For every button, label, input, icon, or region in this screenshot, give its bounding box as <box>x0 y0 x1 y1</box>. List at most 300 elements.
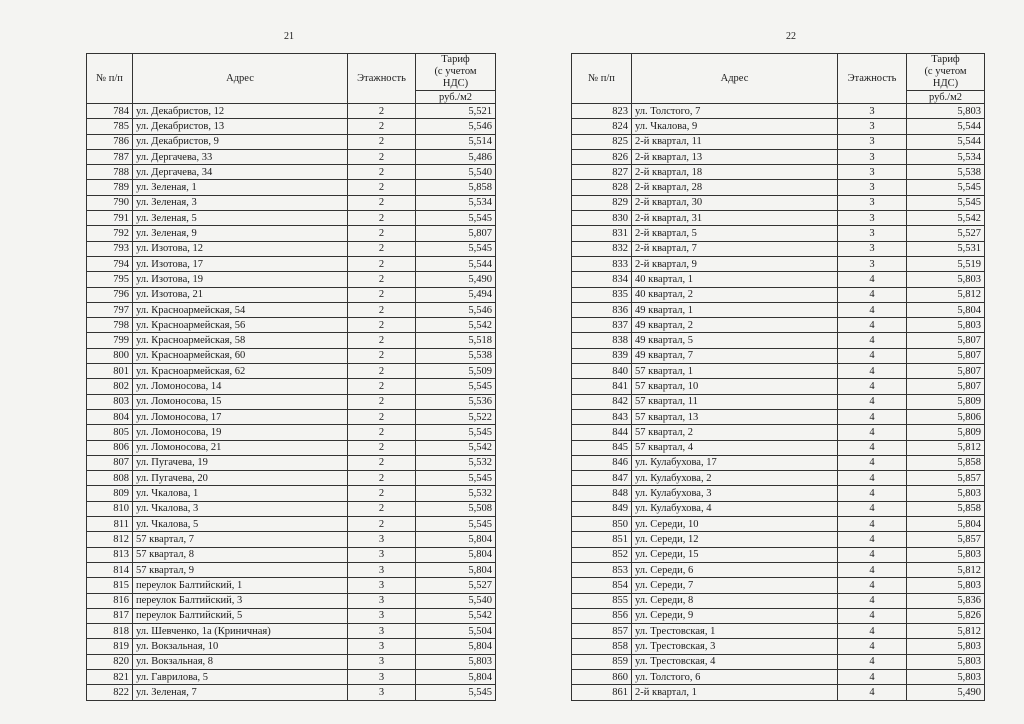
row-number-cell: 841 <box>572 379 632 394</box>
address-cell: ул. Декабристов, 12 <box>133 104 348 119</box>
address-cell: ул. Чкалова, 3 <box>133 501 348 516</box>
row-number-cell: 806 <box>87 440 133 455</box>
floors-cell: 4 <box>838 624 907 639</box>
table-row <box>572 165 985 180</box>
floors-cell: 2 <box>348 226 416 241</box>
tariff-cell: 5,540 <box>416 165 496 180</box>
tariff-cell: 5,812 <box>907 287 985 302</box>
tariff-cell: 5,486 <box>416 149 496 164</box>
row-number-cell: 789 <box>87 180 133 195</box>
table-row <box>87 639 496 654</box>
floors-cell: 4 <box>838 517 907 532</box>
address-cell: ул. Чкалова, 5 <box>133 517 348 532</box>
row-number-cell: 852 <box>572 547 632 562</box>
floors-cell: 2 <box>348 379 416 394</box>
table-row <box>572 333 985 348</box>
tariff-cell: 5,807 <box>907 348 985 363</box>
tariff-cell: 5,803 <box>907 578 985 593</box>
tariff-cell: 5,545 <box>907 195 985 210</box>
floors-cell: 4 <box>838 501 907 516</box>
address-cell: ул. Пугачева, 20 <box>133 471 348 486</box>
row-number-cell: 814 <box>87 562 133 577</box>
floors-cell: 3 <box>838 165 907 180</box>
address-cell: ул. Толстого, 6 <box>632 669 838 684</box>
row-number-cell: 823 <box>572 104 632 119</box>
row-number-cell: 827 <box>572 165 632 180</box>
table-row <box>572 471 985 486</box>
floors-cell: 2 <box>348 211 416 226</box>
tariff-cell: 5,518 <box>416 333 496 348</box>
address-cell: ул. Середи, 15 <box>632 547 838 562</box>
floors-cell: 2 <box>348 165 416 180</box>
table-row <box>572 669 985 684</box>
floors-cell: 4 <box>838 685 907 700</box>
address-cell: 57 квартал, 9 <box>133 562 348 577</box>
floors-cell: 4 <box>838 425 907 440</box>
table-row <box>87 287 496 302</box>
floors-cell: 4 <box>838 348 907 363</box>
table-row <box>572 149 985 164</box>
row-number-cell: 784 <box>87 104 133 119</box>
address-cell: ул. Ломоносова, 21 <box>133 440 348 455</box>
address-cell: ул. Изотова, 12 <box>133 241 348 256</box>
row-number-cell: 854 <box>572 578 632 593</box>
address-cell: ул. Чкалова, 9 <box>632 119 838 134</box>
table-row <box>572 517 985 532</box>
tariff-cell: 5,804 <box>416 669 496 684</box>
tariff-cell: 5,494 <box>416 287 496 302</box>
address-cell: ул. Дергачева, 34 <box>133 165 348 180</box>
address-cell: 40 квартал, 2 <box>632 287 838 302</box>
floors-cell: 3 <box>838 226 907 241</box>
floors-cell: 4 <box>838 486 907 501</box>
table-body <box>87 104 496 701</box>
address-cell: переулок Балтийский, 3 <box>133 593 348 608</box>
address-cell: 2-й квартал, 5 <box>632 226 838 241</box>
row-number-cell: 853 <box>572 562 632 577</box>
row-number-cell: 849 <box>572 501 632 516</box>
floors-cell: 2 <box>348 333 416 348</box>
table-row <box>572 226 985 241</box>
table-row <box>572 593 985 608</box>
tariff-cell: 5,858 <box>416 180 496 195</box>
floors-cell: 2 <box>348 104 416 119</box>
floors-cell: 4 <box>838 639 907 654</box>
row-number-cell: 796 <box>87 287 133 302</box>
table-row <box>87 685 496 700</box>
tariff-cell: 5,542 <box>416 608 496 623</box>
row-number-cell: 803 <box>87 394 133 409</box>
table-row <box>87 241 496 256</box>
floors-cell: 3 <box>348 562 416 577</box>
tariff-table <box>86 53 496 701</box>
address-cell: ул. Красноармейская, 54 <box>133 302 348 317</box>
table-row <box>572 639 985 654</box>
row-number-cell: 861 <box>572 685 632 700</box>
row-number-cell: 856 <box>572 608 632 623</box>
floors-cell: 2 <box>348 471 416 486</box>
floors-cell: 2 <box>348 272 416 287</box>
tariff-cell: 5,803 <box>416 654 496 669</box>
row-number-cell: 808 <box>87 471 133 486</box>
address-cell: ул. Середи, 6 <box>632 562 838 577</box>
floors-cell: 3 <box>838 195 907 210</box>
header-tariff: Тариф (с учетом НДС) <box>416 54 496 91</box>
address-cell: ул. Зеленая, 5 <box>133 211 348 226</box>
tariff-cell: 5,538 <box>907 165 985 180</box>
tariff-cell: 5,803 <box>907 318 985 333</box>
tariff-cell: 5,803 <box>907 547 985 562</box>
row-number-cell: 846 <box>572 455 632 470</box>
tariff-cell: 5,504 <box>416 624 496 639</box>
table-row <box>572 685 985 700</box>
tariff-cell: 5,546 <box>416 119 496 134</box>
tariff-cell: 5,538 <box>416 348 496 363</box>
tariff-cell: 5,545 <box>907 180 985 195</box>
floors-cell: 2 <box>348 486 416 501</box>
header-num: № п/п <box>572 54 632 104</box>
address-cell: переулок Балтийский, 1 <box>133 578 348 593</box>
address-cell: ул. Пугачева, 19 <box>133 455 348 470</box>
floors-cell: 4 <box>838 471 907 486</box>
tariff-cell: 5,527 <box>416 578 496 593</box>
tariff-cell: 5,803 <box>907 654 985 669</box>
address-cell: ул. Изотова, 19 <box>133 272 348 287</box>
floors-cell: 2 <box>348 119 416 134</box>
page-number: 21 <box>284 31 294 42</box>
floors-cell: 4 <box>838 287 907 302</box>
tariff-cell: 5,807 <box>907 333 985 348</box>
tariff-cell: 5,858 <box>907 455 985 470</box>
tariff-cell: 5,514 <box>416 134 496 149</box>
floors-cell: 3 <box>838 104 907 119</box>
table-row <box>87 333 496 348</box>
tariff-cell: 5,803 <box>907 272 985 287</box>
table-row <box>572 501 985 516</box>
table-row <box>572 608 985 623</box>
row-number-cell: 820 <box>87 654 133 669</box>
row-number-cell: 855 <box>572 593 632 608</box>
tariff-cell: 5,546 <box>416 302 496 317</box>
floors-cell: 4 <box>838 440 907 455</box>
table-row <box>87 455 496 470</box>
table-row <box>87 104 496 119</box>
address-cell: ул. Вокзальная, 10 <box>133 639 348 654</box>
address-cell: ул. Декабристов, 13 <box>133 119 348 134</box>
table-row <box>572 119 985 134</box>
floors-cell: 2 <box>348 302 416 317</box>
row-number-cell: 826 <box>572 149 632 164</box>
table-row <box>572 624 985 639</box>
row-number-cell: 836 <box>572 302 632 317</box>
floors-cell: 4 <box>838 593 907 608</box>
row-number-cell: 821 <box>87 669 133 684</box>
floors-cell: 4 <box>838 379 907 394</box>
address-cell: 57 квартал, 7 <box>133 532 348 547</box>
table-row <box>572 287 985 302</box>
row-number-cell: 860 <box>572 669 632 684</box>
row-number-cell: 828 <box>572 180 632 195</box>
address-cell: 57 квартал, 2 <box>632 425 838 440</box>
floors-cell: 4 <box>838 669 907 684</box>
table-row <box>572 578 985 593</box>
row-number-cell: 810 <box>87 501 133 516</box>
floors-cell: 4 <box>838 562 907 577</box>
row-number-cell: 791 <box>87 211 133 226</box>
row-number-cell: 799 <box>87 333 133 348</box>
address-cell: ул. Чкалова, 1 <box>133 486 348 501</box>
tariff-cell: 5,490 <box>416 272 496 287</box>
floors-cell: 3 <box>838 149 907 164</box>
tariff-cell: 5,509 <box>416 364 496 379</box>
row-number-cell: 848 <box>572 486 632 501</box>
address-cell: ул. Дергачева, 33 <box>133 149 348 164</box>
row-number-cell: 790 <box>87 195 133 210</box>
row-number-cell: 817 <box>87 608 133 623</box>
row-number-cell: 785 <box>87 119 133 134</box>
tariff-cell: 5,531 <box>907 241 985 256</box>
table-row <box>572 394 985 409</box>
floors-cell: 2 <box>348 149 416 164</box>
header-floors: Этажность <box>348 54 416 104</box>
floors-cell: 4 <box>838 272 907 287</box>
floors-cell: 3 <box>838 256 907 271</box>
row-number-cell: 801 <box>87 364 133 379</box>
row-number-cell: 851 <box>572 532 632 547</box>
row-number-cell: 811 <box>87 517 133 532</box>
row-number-cell: 837 <box>572 318 632 333</box>
row-number-cell: 786 <box>87 134 133 149</box>
tariff-cell: 5,534 <box>907 149 985 164</box>
address-cell: 49 квартал, 1 <box>632 302 838 317</box>
tariff-cell: 5,804 <box>416 532 496 547</box>
row-number-cell: 857 <box>572 624 632 639</box>
address-cell: ул. Зеленая, 7 <box>133 685 348 700</box>
table-row <box>87 149 496 164</box>
floors-cell: 3 <box>348 624 416 639</box>
floors-cell: 2 <box>348 241 416 256</box>
address-cell: ул. Красноармейская, 58 <box>133 333 348 348</box>
address-cell: ул. Красноармейская, 62 <box>133 364 348 379</box>
row-number-cell: 815 <box>87 578 133 593</box>
row-number-cell: 807 <box>87 455 133 470</box>
table-row <box>87 195 496 210</box>
row-number-cell: 804 <box>87 409 133 424</box>
address-cell: ул. Шевченко, 1а (Криничная) <box>133 624 348 639</box>
page-number: 22 <box>786 31 796 42</box>
address-cell: ул. Кулабухова, 4 <box>632 501 838 516</box>
row-number-cell: 843 <box>572 409 632 424</box>
row-number-cell: 816 <box>87 593 133 608</box>
header-tariff: Тариф (с учетом НДС) <box>907 54 985 91</box>
table-row <box>87 180 496 195</box>
row-number-cell: 839 <box>572 348 632 363</box>
tariff-cell: 5,806 <box>907 409 985 424</box>
tariff-cell: 5,857 <box>907 471 985 486</box>
table-row <box>87 409 496 424</box>
floors-cell: 2 <box>348 348 416 363</box>
tariff-cell: 5,522 <box>416 409 496 424</box>
table-row <box>572 486 985 501</box>
address-cell: ул. Изотова, 21 <box>133 287 348 302</box>
row-number-cell: 805 <box>87 425 133 440</box>
table-row <box>87 532 496 547</box>
floors-cell: 4 <box>838 455 907 470</box>
floors-cell: 4 <box>838 654 907 669</box>
address-cell: ул. Середи, 10 <box>632 517 838 532</box>
tariff-cell: 5,545 <box>416 685 496 700</box>
floors-cell: 3 <box>838 119 907 134</box>
table-row <box>87 517 496 532</box>
table-row <box>572 241 985 256</box>
tariff-cell: 5,540 <box>416 593 496 608</box>
floors-cell: 2 <box>348 409 416 424</box>
tariff-cell: 5,542 <box>416 440 496 455</box>
table-row <box>572 318 985 333</box>
floors-cell: 4 <box>838 302 907 317</box>
table-row <box>572 654 985 669</box>
row-number-cell: 819 <box>87 639 133 654</box>
floors-cell: 4 <box>838 318 907 333</box>
row-number-cell: 809 <box>87 486 133 501</box>
address-cell: переулок Балтийский, 5 <box>133 608 348 623</box>
table-row <box>572 180 985 195</box>
address-cell: ул. Ломоносова, 17 <box>133 409 348 424</box>
table-row <box>572 440 985 455</box>
table-row <box>87 669 496 684</box>
floors-cell: 2 <box>348 394 416 409</box>
address-cell: ул. Середи, 12 <box>632 532 838 547</box>
row-number-cell: 818 <box>87 624 133 639</box>
address-cell: ул. Ломоносова, 15 <box>133 394 348 409</box>
tariff-cell: 5,807 <box>416 226 496 241</box>
row-number-cell: 813 <box>87 547 133 562</box>
row-number-cell: 832 <box>572 241 632 256</box>
floors-cell: 2 <box>348 195 416 210</box>
address-cell: ул. Толстого, 7 <box>632 104 838 119</box>
table-row <box>87 624 496 639</box>
tariff-table <box>571 53 985 701</box>
tariff-cell: 5,858 <box>907 501 985 516</box>
address-cell: ул. Зеленая, 9 <box>133 226 348 241</box>
floors-cell: 3 <box>348 639 416 654</box>
table-row <box>572 364 985 379</box>
address-cell: ул. Кулабухова, 2 <box>632 471 838 486</box>
address-cell: 2-й квартал, 18 <box>632 165 838 180</box>
floors-cell: 3 <box>348 669 416 684</box>
tariff-cell: 5,826 <box>907 608 985 623</box>
floors-cell: 2 <box>348 318 416 333</box>
tariff-cell: 5,519 <box>907 256 985 271</box>
floors-cell: 2 <box>348 455 416 470</box>
table-row <box>572 379 985 394</box>
table-row <box>572 104 985 119</box>
floors-cell: 2 <box>348 440 416 455</box>
address-cell: ул. Красноармейская, 56 <box>133 318 348 333</box>
floors-cell: 4 <box>838 547 907 562</box>
floors-cell: 2 <box>348 425 416 440</box>
address-cell: ул. Зеленая, 3 <box>133 195 348 210</box>
tariff-cell: 5,807 <box>907 364 985 379</box>
table-row <box>87 318 496 333</box>
floors-cell: 4 <box>838 364 907 379</box>
address-cell: ул. Кулабухова, 17 <box>632 455 838 470</box>
tariff-cell: 5,521 <box>416 104 496 119</box>
row-number-cell: 831 <box>572 226 632 241</box>
tariff-cell: 5,534 <box>416 195 496 210</box>
row-number-cell: 834 <box>572 272 632 287</box>
floors-cell: 3 <box>348 547 416 562</box>
table-row <box>572 348 985 363</box>
table-row <box>87 608 496 623</box>
address-cell: 2-й квартал, 13 <box>632 149 838 164</box>
address-cell: 57 квартал, 13 <box>632 409 838 424</box>
table-row <box>87 394 496 409</box>
floors-cell: 3 <box>348 578 416 593</box>
address-cell: 49 квартал, 2 <box>632 318 838 333</box>
tariff-cell: 5,532 <box>416 486 496 501</box>
table-row <box>572 211 985 226</box>
address-cell: 2-й квартал, 28 <box>632 180 838 195</box>
address-cell: ул. Трестовская, 1 <box>632 624 838 639</box>
floors-cell: 4 <box>838 578 907 593</box>
tariff-cell: 5,545 <box>416 425 496 440</box>
table-row <box>572 302 985 317</box>
header-address: Адрес <box>632 54 838 104</box>
tariff-cell: 5,804 <box>907 302 985 317</box>
row-number-cell: 822 <box>87 685 133 700</box>
row-number-cell: 787 <box>87 149 133 164</box>
tariff-cell: 5,542 <box>907 211 985 226</box>
floors-cell: 2 <box>348 256 416 271</box>
table-row <box>87 226 496 241</box>
tariff-cell: 5,545 <box>416 211 496 226</box>
tariff-cell: 5,542 <box>416 318 496 333</box>
row-number-cell: 829 <box>572 195 632 210</box>
floors-cell: 4 <box>838 394 907 409</box>
table-row <box>87 501 496 516</box>
tariff-cell: 5,803 <box>907 669 985 684</box>
floors-cell: 3 <box>348 654 416 669</box>
row-number-cell: 842 <box>572 394 632 409</box>
table-row <box>87 379 496 394</box>
table-row <box>87 211 496 226</box>
row-number-cell: 797 <box>87 302 133 317</box>
table-row <box>572 195 985 210</box>
floors-cell: 3 <box>838 241 907 256</box>
address-cell: ул. Зеленая, 1 <box>133 180 348 195</box>
floors-cell: 4 <box>838 608 907 623</box>
address-cell: ул. Вокзальная, 8 <box>133 654 348 669</box>
tariff-cell: 5,804 <box>416 547 496 562</box>
table-row <box>87 256 496 271</box>
header-num: № п/п <box>87 54 133 104</box>
table-body <box>572 104 985 701</box>
address-cell: 57 квартал, 4 <box>632 440 838 455</box>
row-number-cell: 838 <box>572 333 632 348</box>
table-row <box>87 165 496 180</box>
row-number-cell: 802 <box>87 379 133 394</box>
tariff-cell: 5,544 <box>907 119 985 134</box>
address-cell: ул. Гаврилова, 5 <box>133 669 348 684</box>
table-row <box>572 272 985 287</box>
row-number-cell: 844 <box>572 425 632 440</box>
tariff-cell: 5,545 <box>416 241 496 256</box>
table-row <box>572 532 985 547</box>
table-row <box>87 425 496 440</box>
address-cell: 57 квартал, 11 <box>632 394 838 409</box>
row-number-cell: 800 <box>87 348 133 363</box>
